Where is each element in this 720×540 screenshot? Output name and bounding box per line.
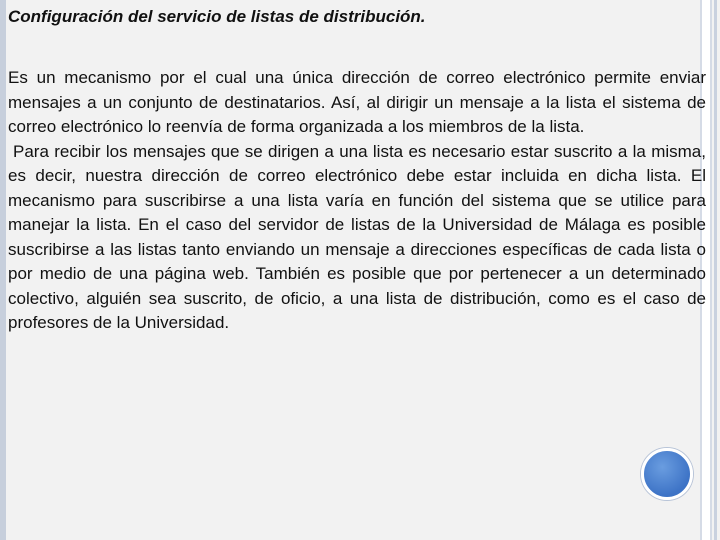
slide-title: Configuración del servicio de listas de distribución.	[8, 7, 426, 26]
body-paragraph-2: Para recibir los mensajes que se dirigen a una lista es necesario estar suscrito a la misma, es decir, nuestra dirección de correo electrónico debe estar incluida en dicha lista. El mecanismo para suscribirse a una lista varía en función del sistema que se utilice para manejar la lista. En el caso del servidor de listas de la Universidad de Málaga es posible suscribirse a las listas tanto enviando un mensaje a direcciones específicas de cada lista o por medio de una página web. También es posible que por pertenecer a un determinado colectivo, alguién sea suscrito, de oficio, a una lista de distribución, como es el caso de profesores de la Universidad.	[8, 141, 706, 332]
decorative-rail-inner	[714, 0, 717, 540]
body-paragraph-1: Es un mecanismo por el cual una única dirección de correo electrónico permite enviar mensajes a un conjunto de destinatarios. Así, al dirigir un mensaje a la lista el sistema de correo electrónico lo reenvía de forma organizada a los miembros de la lista.	[8, 68, 706, 136]
decorative-circle	[641, 448, 693, 500]
left-border-bar	[0, 0, 6, 540]
slide-body	[8, 66, 706, 336]
